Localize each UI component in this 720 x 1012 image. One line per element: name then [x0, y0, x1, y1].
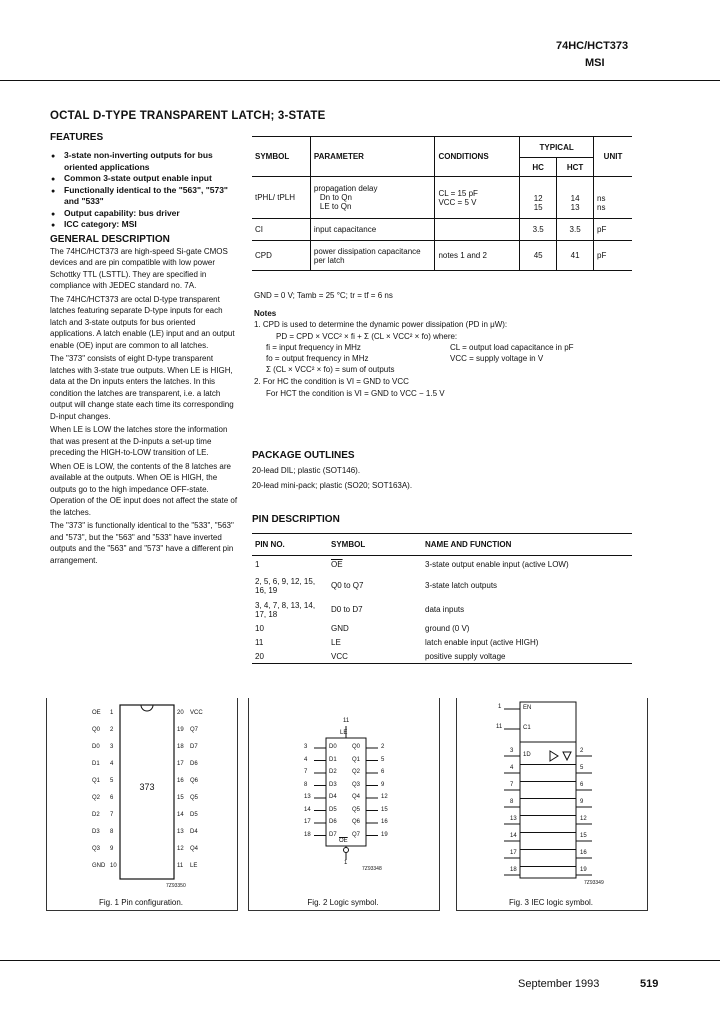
pin-name: 3-state output enable input (active LOW) — [425, 560, 569, 570]
input-pin-number: 14 — [510, 833, 517, 839]
input-pin-number: 18 — [304, 831, 311, 838]
value: 15 — [533, 202, 543, 212]
output-pin-number: 19 — [580, 867, 587, 873]
pin-name-left: Q3 — [92, 846, 101, 852]
package-heading: PACKAGE OUTLINES — [252, 450, 355, 461]
cell-unit: pF — [594, 219, 632, 241]
input-label: D2 — [329, 769, 337, 775]
fig3-iec-symbol — [456, 700, 646, 900]
param-text: Dn to Qn — [319, 193, 352, 202]
chip-label: 373 — [139, 782, 155, 792]
pin-number-right: 20 — [177, 710, 184, 716]
general-paragraph: The 74HC/HCT373 are high-speed Si-gate CMOS devices and are pin compatible with low power Schottky TTL (LSTTL). They are specified in compliance with JEDEC standard no. 7A. — [50, 246, 228, 290]
note-formula: PD = CPD × VCC² × fi + Σ (CL × VCC² × fo) where: — [276, 331, 458, 341]
th-pin-symbol: SYMBOL — [331, 540, 366, 549]
header-rule — [0, 80, 720, 81]
output-pin-number: 12 — [381, 794, 388, 800]
th-symbol: SYMBOL — [252, 137, 310, 177]
value: ns — [597, 202, 606, 212]
cell-hc: 3.5 — [520, 219, 557, 241]
th-unit: UNIT — [594, 137, 632, 177]
input-label: D4 — [329, 794, 337, 800]
pin-name-right: D6 — [190, 761, 198, 767]
pin-number-left: 9 — [110, 846, 114, 852]
package-line: 20-lead mini-pack; plastic (SO20; SOT163A). — [252, 480, 413, 490]
cell-conditions — [435, 177, 520, 219]
output-label: Q7 — [352, 831, 361, 838]
th-typical: TYPICAL — [520, 137, 594, 158]
fig2-logic-symbol — [248, 700, 438, 900]
th-hct: HCT — [557, 158, 594, 177]
note-vcc: VCC = supply voltage in V — [450, 354, 544, 363]
output-pin-number: 2 — [381, 744, 385, 750]
pin-number-left: 2 — [110, 727, 114, 733]
cell-parameter — [310, 177, 435, 219]
footer-rule — [0, 960, 720, 961]
pin-name-left: GND — [92, 863, 106, 869]
output-pin-number: 5 — [381, 756, 385, 763]
pin-no: 20 — [255, 651, 264, 661]
d-label: 1D — [523, 752, 531, 758]
fig3-caption: Fig. 3 IEC logic symbol. — [508, 898, 594, 907]
c1-label: C1 — [523, 725, 531, 731]
cell-hc — [520, 177, 557, 219]
input-pin-number: 8 — [304, 781, 308, 788]
figure-code: 7Z93349 — [584, 880, 604, 886]
pin-name-left: D0 — [92, 744, 100, 750]
package-outlines — [252, 450, 652, 491]
note-fo: fo = output frequency in MHz — [266, 354, 369, 363]
cell-hc: 45 — [520, 241, 557, 271]
pin-name-right: D5 — [190, 812, 198, 818]
input-pin-number: 3 — [510, 748, 514, 754]
pin-number-right: 15 — [177, 795, 184, 801]
input-pin-number: 18 — [510, 867, 517, 873]
note-sum: Σ (CL × VCC² × fo) = sum of outputs — [266, 365, 395, 374]
pin-name: 3-state latch outputs — [425, 581, 498, 590]
fig1-pin-configuration — [46, 700, 236, 900]
pin-name-right: Q5 — [190, 795, 199, 801]
feature-item: ● Functionally identical to the "563", "573" and "533" — [64, 185, 240, 208]
feature-item: ● Common 3-state output enable input — [64, 173, 240, 185]
input-pin-number: 17 — [304, 819, 311, 825]
general-description — [50, 246, 240, 567]
value: 13 — [570, 202, 580, 212]
cell-conditions: notes 1 and 2 — [435, 241, 520, 271]
note-cl: CL = output load capacitance in pF — [450, 343, 574, 352]
note-2a: 2. For HC the condition is VI = GND to VCC — [254, 377, 409, 386]
general-paragraph: The "373" is functionally identical to the "533", "563" and "573", but the "563" and "533" have inverted outputs and the "563" and "573" have a different pin arrangement. — [50, 521, 234, 565]
output-label: Q3 — [352, 781, 361, 788]
pin-name: positive supply voltage — [425, 651, 506, 661]
output-pin-number: 2 — [580, 748, 584, 754]
th-pin-name: NAME AND FUNCTION — [425, 540, 512, 549]
pin-number-right: 12 — [177, 846, 184, 852]
note-2b: For HCT the condition is VI = GND to VCC − 1.5 V — [266, 388, 445, 398]
input-label: D3 — [329, 781, 337, 788]
general-paragraph: When OE is LOW, the contents of the 8 latches are available at the outputs. When OE is HIGH, the outputs go to the high impedance OFF-state. Operation of the OE input does not affect the state of the latches. — [50, 461, 238, 517]
output-pin-number: 15 — [580, 833, 587, 839]
le-label: LE — [340, 730, 348, 736]
fig2-caption: Fig. 2 Logic symbol. — [307, 898, 379, 907]
cell-symbol: tPHL/ tPLH — [255, 193, 296, 202]
pin-symbol: Q0 to Q7 — [331, 581, 364, 590]
general-paragraph: The 74HC/HCT373 are octal D-type transparent latches featuring separate D-type inputs for each latch and 3-state outputs for bus oriented applications. A latch enable (LE) input and an output enable (OE) input are common to all latches. — [50, 294, 235, 350]
en-pin-number: 1 — [498, 704, 502, 710]
input-pin-number: 7 — [510, 782, 514, 788]
input-pin-number: 4 — [510, 765, 514, 771]
c1-pin-number: 11 — [496, 724, 503, 730]
cell-hct — [557, 177, 594, 219]
output-pin-number: 15 — [381, 806, 388, 813]
figure-code: 7Z93350 — [166, 883, 186, 889]
output-pin-number: 5 — [580, 765, 584, 771]
pin-name-right: Q6 — [190, 778, 199, 784]
pin-number-left: 5 — [110, 778, 114, 784]
pin-name: data inputs — [425, 605, 465, 614]
device-class: MSI — [585, 57, 605, 69]
notes — [254, 290, 654, 399]
pin-name-right: D4 — [190, 829, 198, 835]
output-pin-number: 12 — [580, 816, 587, 822]
cell-parameter: power dissipation capacitance per latch — [310, 241, 435, 271]
pin-desc-table — [252, 533, 632, 664]
cond-text: CL = 15 pF — [438, 188, 478, 198]
cell-unit: pF — [594, 241, 632, 271]
pin-name-right: Q7 — [190, 727, 199, 733]
param-text: propagation delay — [313, 184, 378, 193]
output-label: Q0 — [352, 744, 361, 750]
output-label: Q1 — [352, 756, 361, 763]
output-label: Q4 — [352, 794, 361, 800]
pin-no: 2, 5, 6, 9, 12, 15, 16, 19 — [255, 576, 316, 595]
pin-number-left: 1 — [110, 710, 114, 716]
spec-table — [252, 136, 632, 271]
general-paragraph: The "373" consists of eight D-type transparent latches with 3-state true outputs. When LE is HIGH, data at the Dn inputs enters the latches. In this condition the latches are transparent, i.e. a latch output will change state each time its corresponding D-input changes. — [50, 354, 234, 421]
gnd-conditions: GND = 0 V; Tamb = 25 °C; tr = tf = 6 ns — [254, 291, 393, 300]
pin-name: ground (0 V) — [425, 624, 470, 633]
pin-number-right: 17 — [177, 761, 184, 767]
pin-symbol: VCC — [331, 651, 348, 661]
cell-parameter: input capacitance — [310, 219, 435, 241]
pin-number-left: 3 — [110, 744, 114, 750]
pin-name-right: Q4 — [190, 846, 199, 852]
output-pin-number: 6 — [580, 782, 584, 788]
pin-number-right: 18 — [177, 744, 184, 750]
input-pin-number: 8 — [510, 799, 514, 805]
fig1-caption: Fig. 1 Pin configuration. — [98, 898, 184, 907]
note-1: 1. CPD is used to determine the dynamic power dissipation (PD in μW): — [254, 320, 508, 329]
cell-hct: 3.5 — [557, 219, 594, 241]
input-label: D5 — [329, 806, 337, 813]
value: ns — [597, 193, 606, 203]
value: 14 — [570, 193, 580, 203]
pin-no: 1 — [255, 560, 260, 570]
output-pin-number: 9 — [381, 781, 385, 788]
pin-number-right: 11 — [177, 863, 184, 869]
th-parameter: PARAMETER — [310, 137, 435, 177]
input-label: D7 — [329, 831, 337, 838]
cell-symbol: CPD — [255, 251, 272, 260]
le-pin-number: 11 — [343, 718, 350, 724]
value: 12 — [533, 193, 543, 203]
input-pin-number: 7 — [304, 769, 308, 775]
pin-name-left: Q0 — [92, 727, 101, 733]
th-hc: HC — [520, 158, 557, 177]
cell-hct: 41 — [557, 241, 594, 271]
pin-number-right: 14 — [177, 812, 184, 818]
output-pin-number: 6 — [381, 769, 385, 775]
en-label: EN — [523, 705, 532, 711]
pin-number-right: 19 — [177, 727, 184, 733]
pin-name-left: Q1 — [92, 778, 101, 784]
dip-package-diagram — [46, 700, 236, 890]
input-label: D1 — [329, 756, 337, 763]
general-paragraph: When LE is LOW the latches store the information that was present at the D-inputs a set-up time preceding the HIGH-to-LOW transition of LE. — [50, 425, 228, 457]
general-heading: GENERAL DESCRIPTION — [50, 233, 170, 245]
th-pin-no: PIN NO. — [255, 540, 285, 549]
pin-symbol: LE — [331, 638, 341, 647]
notes-heading: Notes — [254, 308, 277, 318]
pin-number-left: 7 — [110, 812, 114, 818]
th-conditions: CONDITIONS — [435, 137, 520, 177]
iec-symbol-diagram — [456, 700, 646, 890]
pin-name-left: Q2 — [92, 795, 101, 801]
left-column — [50, 132, 240, 566]
footer-page: 519 — [640, 978, 659, 990]
pin-no: 3, 4, 7, 8, 13, 14, 17, 18 — [255, 600, 316, 619]
cell-symbol: CI — [255, 225, 263, 234]
pin-number-left: 8 — [110, 829, 114, 835]
cell-conditions — [435, 219, 520, 241]
input-label: D0 — [329, 744, 337, 750]
feature-item: ● ICC category: MSI — [64, 219, 240, 231]
pin-desc-heading: PIN DESCRIPTION — [252, 514, 340, 525]
pin-name-left: D3 — [92, 829, 100, 835]
oe-pin-number: 1 — [344, 860, 348, 866]
pin-name: latch enable input (active HIGH) — [425, 638, 539, 647]
oe-label: $\overline{OE}$ — [339, 838, 348, 844]
pin-no: 11 — [255, 638, 264, 647]
pin-name-right: VCC — [190, 710, 203, 716]
pin-number-left: 6 — [110, 795, 114, 801]
output-pin-number: 16 — [381, 819, 388, 825]
output-pin-number: 19 — [381, 831, 388, 838]
figure-code: 7Z93348 — [362, 866, 382, 872]
pin-number-left: 4 — [110, 761, 114, 767]
input-pin-number: 4 — [304, 756, 308, 763]
feature-item: ● Output capability: bus driver — [64, 208, 240, 220]
param-text: LE to Qn — [319, 202, 352, 211]
input-pin-number: 13 — [304, 794, 311, 800]
logic-symbol-diagram — [248, 700, 438, 890]
pin-name-left: D1 — [92, 761, 100, 767]
input-label: D6 — [329, 819, 337, 825]
footer-date: September 1993 — [518, 978, 600, 990]
features-list — [50, 150, 240, 231]
package-line: 20-lead DIL; plastic (SOT146). — [252, 466, 361, 475]
features-heading: FEATURES — [50, 132, 104, 143]
pin-symbol: D0 to D7 — [331, 605, 363, 614]
input-pin-number: 3 — [304, 744, 308, 750]
output-label: Q6 — [352, 819, 361, 825]
output-label: Q5 — [352, 806, 361, 813]
feature-item: ● 3-state non-inverting outputs for bus oriented applications — [64, 150, 240, 173]
input-pin-number: 13 — [510, 816, 517, 822]
pin-number-right: 13 — [177, 829, 184, 835]
output-pin-number: 16 — [580, 850, 587, 856]
pin-symbol: GND — [331, 624, 349, 633]
pin-name-right: D7 — [190, 744, 198, 750]
pin-name-left: OE — [92, 710, 101, 716]
note-fi: fi = input frequency in MHz — [266, 343, 361, 352]
part-number: 74HC/HCT373 — [556, 40, 629, 52]
cell-unit — [594, 177, 632, 219]
pin-number-right: 16 — [177, 778, 184, 784]
output-pin-number: 9 — [580, 799, 584, 805]
input-pin-number: 14 — [304, 806, 311, 813]
input-pin-number: 17 — [510, 850, 517, 856]
pin-number-left: 10 — [110, 863, 117, 869]
pin-symbol: $\overline{OE}$ — [331, 560, 343, 570]
pin-name-left: D2 — [92, 812, 100, 818]
page-title: OCTAL D-TYPE TRANSPARENT LATCH; 3-STATE — [50, 110, 326, 122]
output-label: Q2 — [352, 769, 361, 775]
pin-name-right: LE — [190, 863, 198, 869]
cond-text: VCC = 5 V — [438, 197, 477, 207]
pin-no: 10 — [255, 624, 264, 633]
